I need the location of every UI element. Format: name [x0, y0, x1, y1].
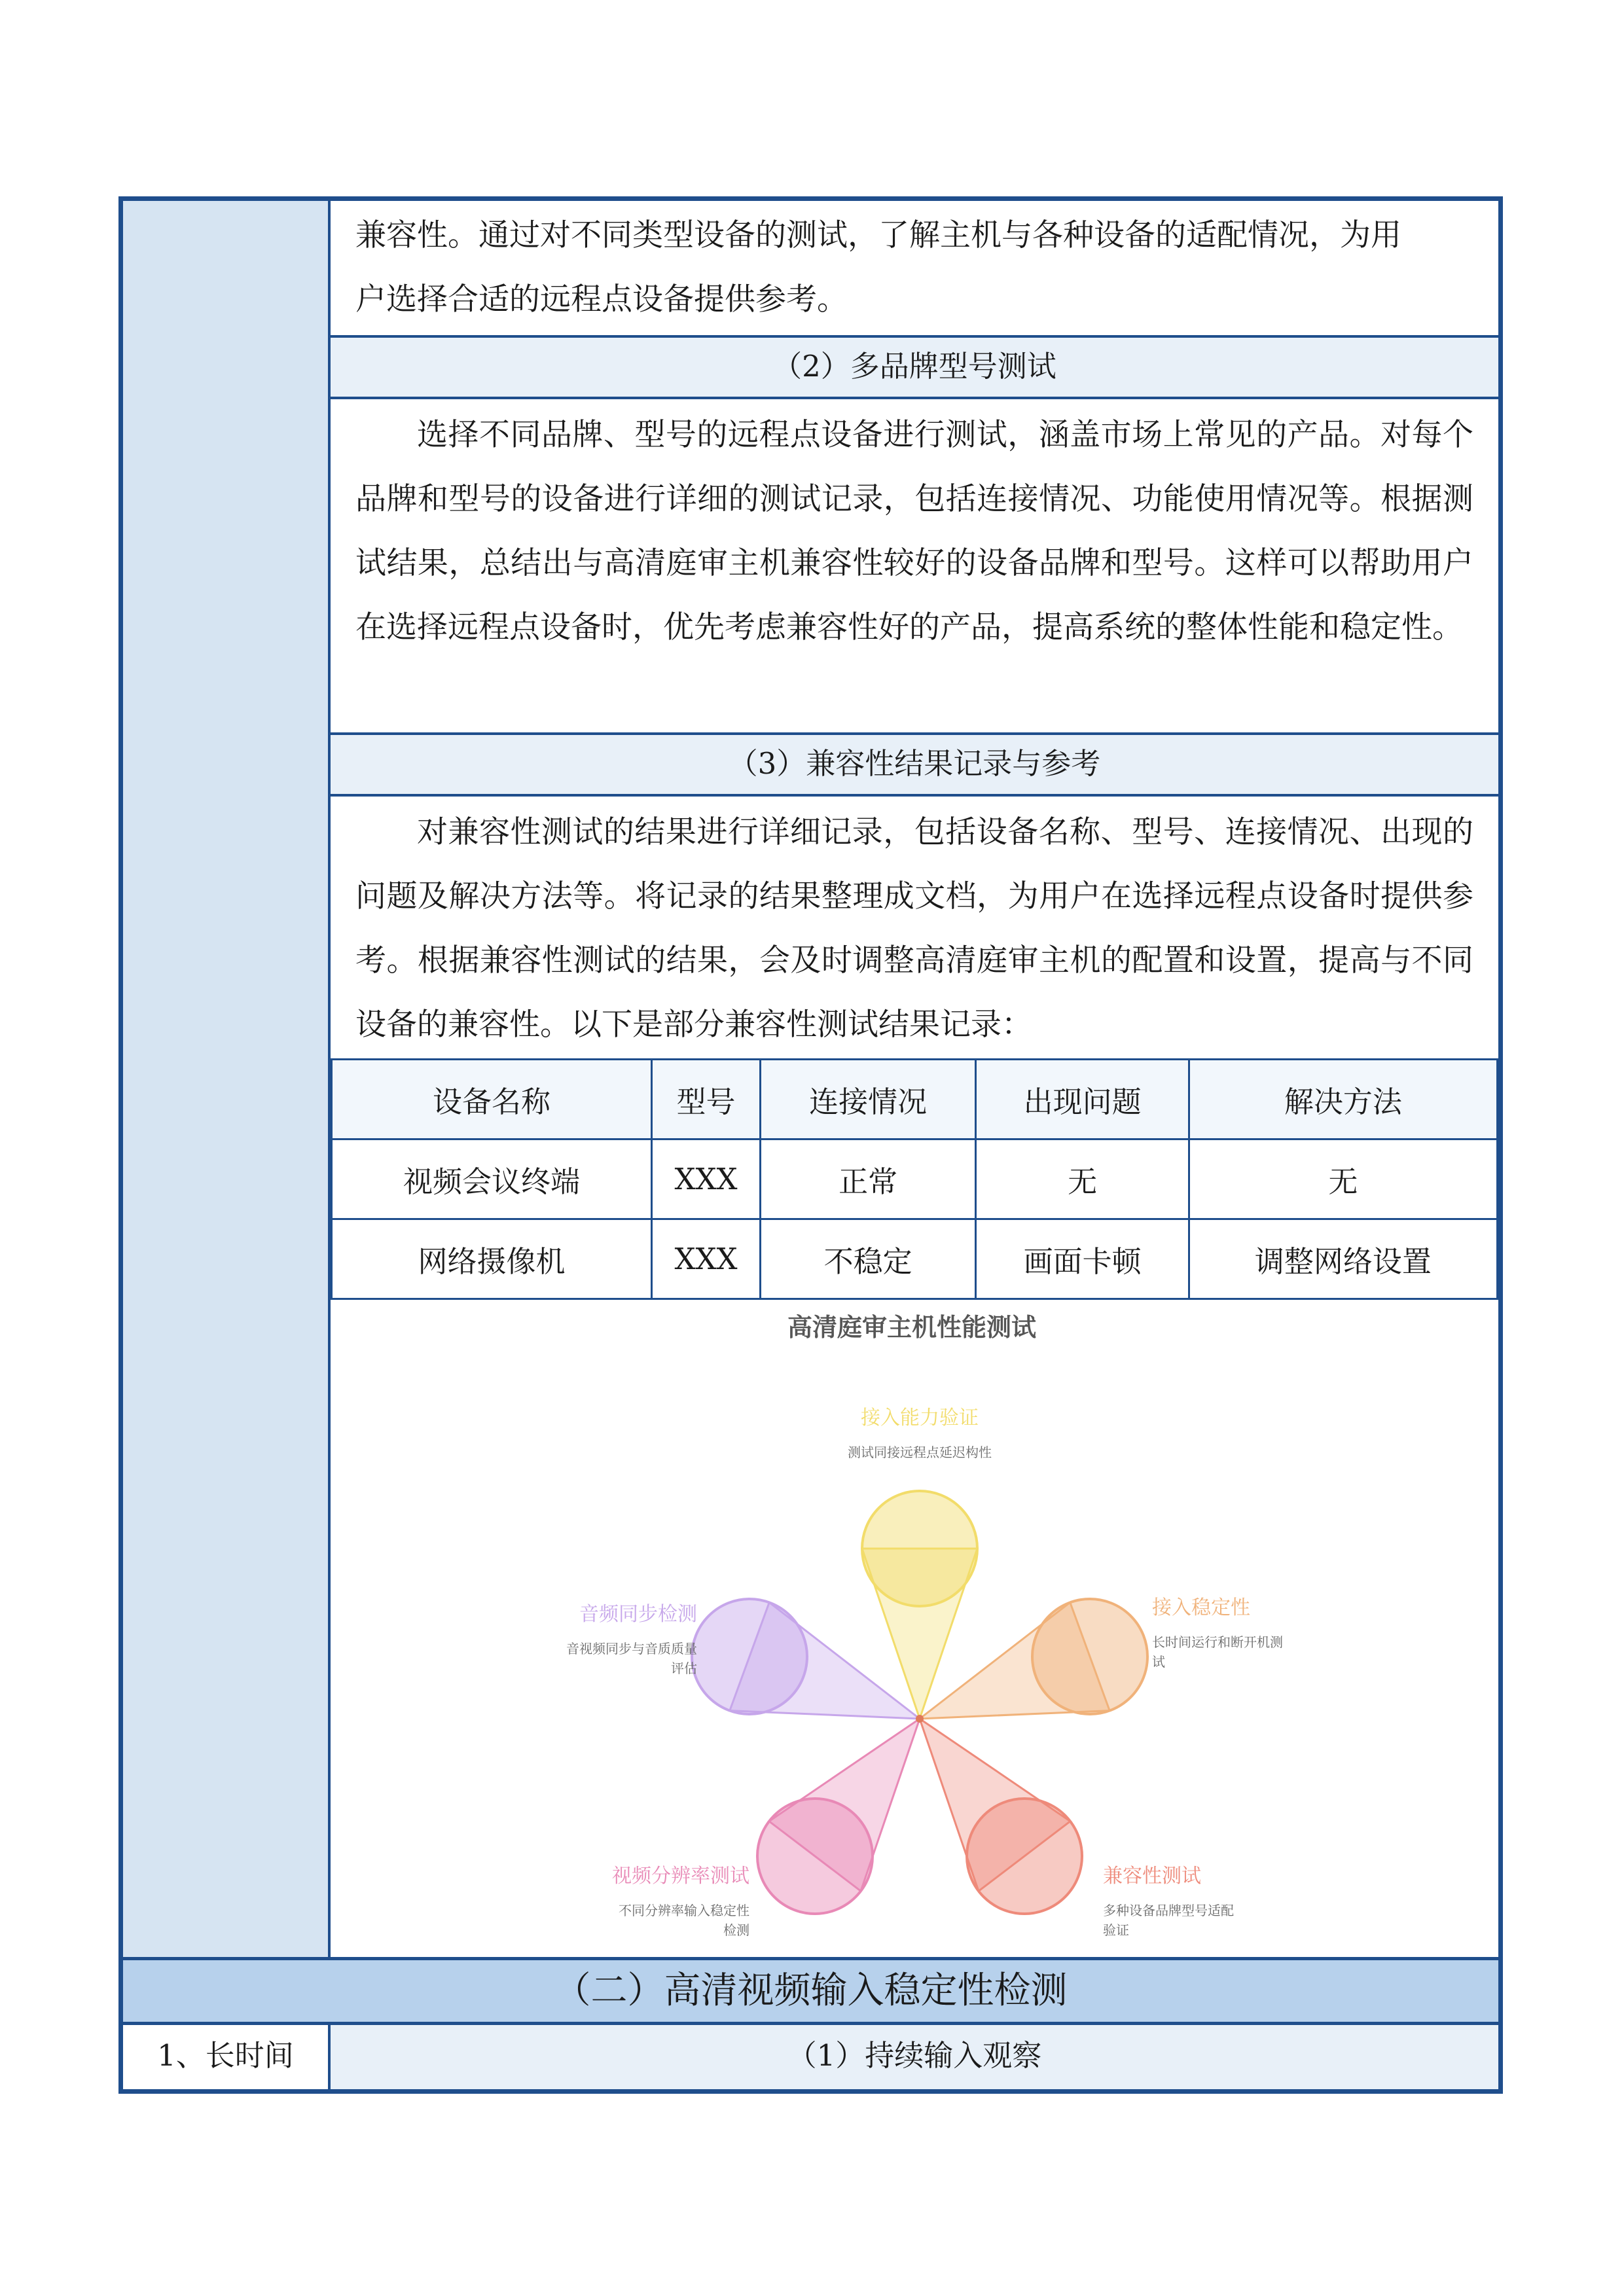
petal-circle — [757, 1799, 873, 1914]
performance-test-diagram — [331, 1300, 1498, 1957]
petal-title: 兼容性测试 — [1103, 1865, 1201, 1888]
intro-line-1: 兼容性。通过对不同类型设备的测试，了解主机与各种设备的适配情况，为用 — [355, 217, 1401, 253]
cell: 视频会议终端 — [332, 1139, 652, 1219]
bottom-left-label: 1、长时间 — [123, 2025, 331, 2089]
diagram-svg — [331, 1300, 1498, 1957]
header-problem: 出现问题 — [976, 1060, 1189, 1139]
subheading-multi-brand: （2）多品牌型号测试 — [331, 335, 1498, 399]
petal-description: 检测 — [723, 1922, 749, 1938]
petal-description: 测试同接远程点延迟构性 — [848, 1444, 992, 1460]
center-point — [916, 1715, 924, 1723]
para2-text: 选择不同品牌、型号的远程点设备进行测试，涵盖市场上常见的产品。对每个品牌和型号的设备进行详细的测试记录，包括连接情况、功能使用情况等。根据测试结果，总结出与高清庭审主机兼容性较好的设备品牌和型号。这样可以帮助用户在选择远程点设备时，优先考虑兼容性好的产品，提高系统的整体性能和稳定性。 — [355, 417, 1473, 645]
left-label-column — [123, 201, 331, 1957]
header-solution: 解决方法 — [1189, 1060, 1497, 1139]
bottom-subheading: （1）持续输入观察 — [331, 2025, 1498, 2089]
header-model: 型号 — [652, 1060, 761, 1139]
cell: 无 — [976, 1139, 1189, 1219]
intro-line-2: 户选择合适的远程点设备提供参考。 — [355, 281, 848, 317]
cell: XXX — [652, 1139, 761, 1219]
petal-description: 音视频同步与音质质量 — [566, 1641, 697, 1657]
petal-title: 接入能力验证 — [861, 1407, 979, 1429]
petal-circle — [967, 1799, 1082, 1914]
header-connection: 连接情况 — [760, 1060, 975, 1139]
petal-description: 不同分辨率输入稳定性 — [619, 1903, 749, 1918]
cell: XXX — [652, 1219, 761, 1299]
table-row — [332, 1139, 1498, 1219]
petal-description: 评估 — [671, 1660, 697, 1676]
document-table-frame — [118, 196, 1503, 2094]
cell: 调整网络设置 — [1189, 1219, 1497, 1299]
petal-description: 长时间运行和断开机测 — [1152, 1634, 1283, 1650]
petal-circle — [862, 1491, 977, 1606]
petal-title: 接入稳定性 — [1152, 1596, 1250, 1619]
cell: 不稳定 — [760, 1219, 975, 1299]
compat-results-table — [331, 1058, 1498, 1300]
cell: 网络摄像机 — [332, 1219, 652, 1299]
subheading-compat-record: （3）兼容性结果记录与参考 — [331, 732, 1498, 797]
cell: 画面卡顿 — [976, 1219, 1189, 1299]
petal-description: 验证 — [1103, 1922, 1129, 1938]
petal-description: 多种设备品牌型号适配 — [1103, 1903, 1234, 1918]
diagram-title: 高清庭审主机性能测试 — [787, 1313, 1037, 1342]
petal-title: 音频同步检测 — [579, 1603, 697, 1626]
cell: 正常 — [760, 1139, 975, 1219]
petal-title: 视频分辨率测试 — [612, 1865, 749, 1888]
petal-circle — [692, 1599, 807, 1714]
paragraph-compat-record — [331, 797, 1498, 1058]
intro-paragraph — [331, 201, 1498, 335]
para3-text: 对兼容性测试的结果进行详细记录，包括设备名称、型号、连接情况、出现的问题及解决方法等。将记录的结果整理成文档，为用户在选择远程点设备时提供参考。根据兼容性测试的结果，会及时调整高清庭审主机的配置和设置，提高与不同设备的兼容性。以下是部分兼容性测试结果记录： — [355, 814, 1473, 1043]
cell: 无 — [1189, 1139, 1497, 1219]
header-device-name: 设备名称 — [332, 1060, 652, 1139]
petal-circle — [1032, 1599, 1147, 1714]
table-row — [332, 1219, 1498, 1299]
section-heading: （二）高清视频输入稳定性检测 — [123, 1957, 1498, 2025]
table-header-row — [332, 1060, 1498, 1139]
petal-description: 试 — [1152, 1654, 1165, 1670]
